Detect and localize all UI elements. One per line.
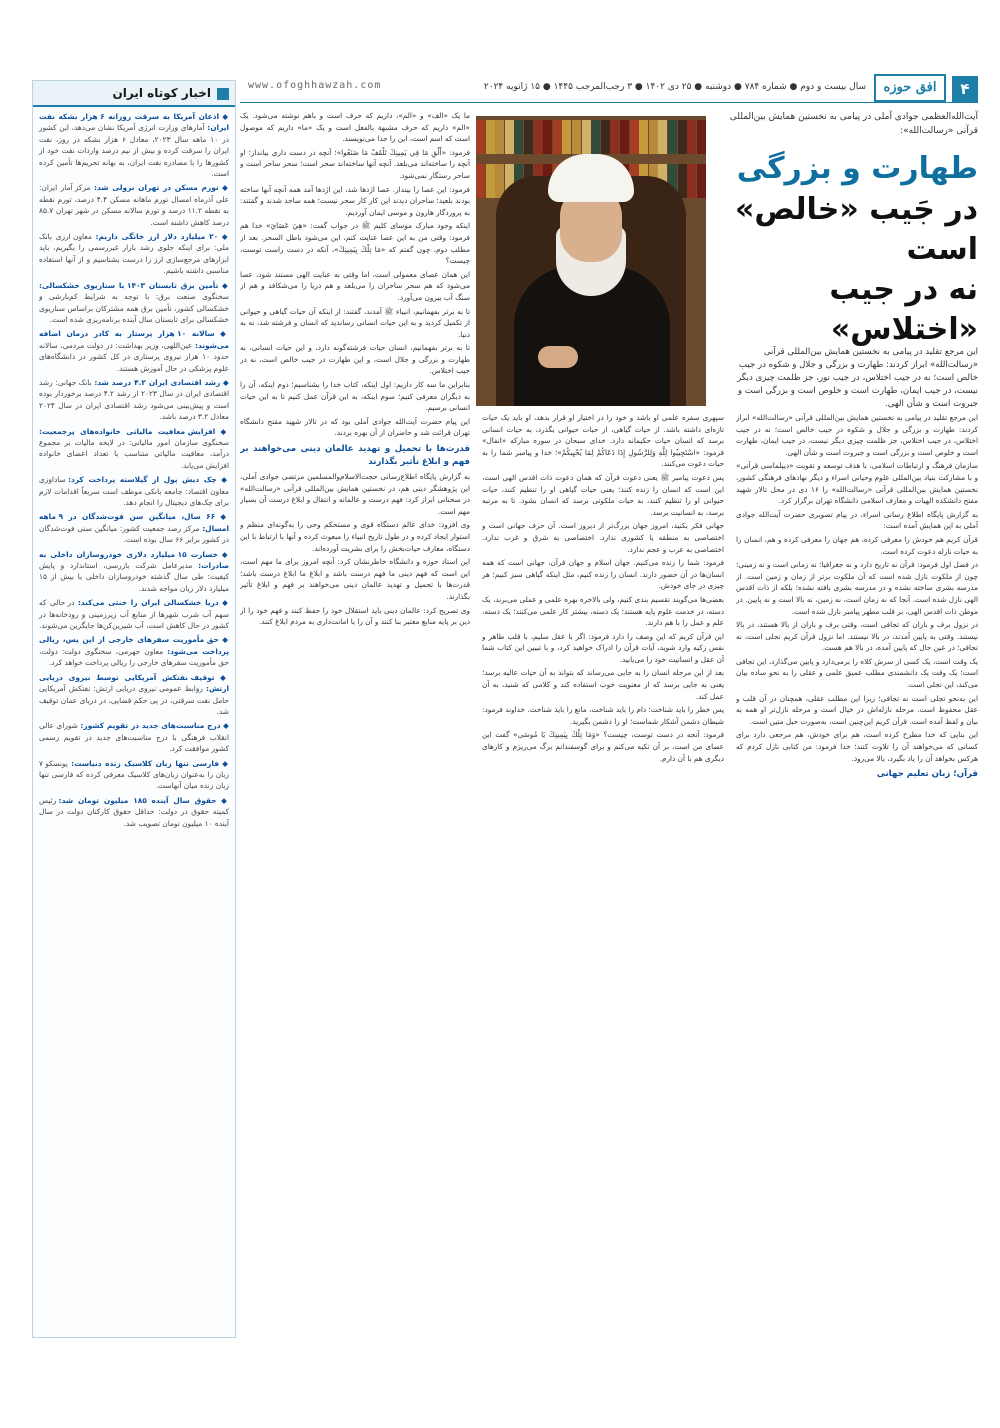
news-item-title: اذعان آمریکا به سرقت روزانه ۶ هزار بشکه نفت ایران: [39,112,229,133]
news-item [39,328,229,374]
diamond-bullet-icon: ◆ [218,183,229,193]
news-item-title: فارسی تنها زبان کلاسیک زنده دنیاست: [71,758,219,768]
article-paragraph: این مرجع تقلید در پیامی به نخستین همایش بین‌المللی قرآنی «رسالت‌الله» ابراز کردند: طهارت و بزرگی و جلال و شکوه در جیب خالص است؛ نه در جیب اختلاس، در جیب اختلاس، جز ظلمت چیزی دیگر نیست، در جیب ایمان، طهارت است و خلوص است و بزرگی است و جبروت است و شأن الهی. [736,413,978,457]
news-item [39,280,229,326]
article-paragraph: تا به برتر بفهمانیم، انبیاء ﷺ آمدند، گفتند: از اینکه آن حیات گیاهی و حیوانی از تکمیل کردید و به این حیات انسانی رساندید که انسان و فرشته شد، نه به دنیا. [240,306,470,339]
news-item [39,511,229,545]
news-item [39,597,229,631]
diamond-bullet-icon: ◆ [218,549,229,559]
article-paragraph: جهانی فکر بکنید، امروز جهان بزرگ‌تر از دیروز است. آن حرف جهانی است و اختصاصی به منطقه یا کشوری ندارد. اختصاصی به شرق و غرب ندارد. اختصاصی به عرب و عجم ندارد. [482,521,724,554]
news-item [39,231,229,277]
book-spine [678,120,687,154]
diamond-bullet-icon: ◆ [220,377,229,387]
article-subheading: قرآن؛ زبان تعلیم جهانی [876,769,978,780]
book-spine [610,120,619,154]
news-item-body: سخنگوی صنعت برق: با توجه به شرایط کم‌بارشی و خشکسالی کشور، تأمین برق همه مشترکان براساس سناریوی خشکسالی برای تابستان سال آینده برنامه‌ریزی شده است. [39,292,229,324]
article-paragraph: سپهری سفره علمی او باشد و خود را در اختیار او قرار بدهد، او باید یک حیات تازه‌ای داشته باشد. از حیات گیاهی، از حیات حیوانی بگذرد، به حیات انسانی برسد که انسان حیات حکیمانه دارد. خدای سبحان در سوره مبارکه «انفال» فرمود: «اسْتَجِيبُوا لِلَّهِ وَلِلرَّسُولِ إِذَا دَعَاكُمْ لِمَا يُحْيِيكُمْ»؛ خدا و پیامبر شما را به حیات دعوت می‌کنند. [482,413,724,469]
headline-line-1: طهارت و بزرگی [736,151,978,186]
news-item-body: روابط عمومی نیروی دریایی ارتش: نفتکش آمریکایی حامل نفت سرقتی، در پی حکم قضایی، در دریای عمان توقیف شد. [39,684,229,716]
news-item-title: حق مأموریت سفرهای خارجی از این پس، ریالی پرداخت می‌شود: [39,635,230,656]
article-paragraph: این استاد حوزه و دانشگاه خاطرنشان کرد: آنچه امروز برای ما مهم است، این است که فهم دینی ما فهم درست باشد و ابلاغ ما ابلاغ درست باشد؛ قدرت‌ها با تحمیل و تهدید عالمان دینی می‌خواهند بر فهم و ابلاغ تأثیر بگذارند. [240,557,470,601]
article-paragraph: فرمود: آنجه در دست توست، چیست؟ «وَمَا تِلْكَ بِيَمِينِكَ يَا مُوسَى» گفت این عصای من است، بر آن تکیه می‌کنم و برای گوسفندانم برگ می‌ریزم و کارهای دیگری هم با آن دارم. [482,730,724,763]
article-paragraph: فرمود: «أَلْقِ مَا فِي يَمِينِكَ تَلْقَفْ مَا صَنَعُوا»؛ آنچه در دست داری بیانداز؛ او آنچه را ساخته‌اند می‌بلعد. آنچه آنها ساخته‌اند سحر است؛ سحر ساحر است و ساحر رستگار نمی‌شود. [240,147,470,180]
article-paragraph: اینکه وجود مبارک موسای کلیم ﷺ در جواب گفت: «هِيَ عَصَايَ» خدا هم فرمود: وقتی من به این عصا عنایت کنم، این می‌شود باطل السحر. بعد از مطلب دوم، چون گفتم که «مَا تِلْكَ بِيَمِينِكَ»، آنکه در دست راست توست، چیست؟ [240,221,470,266]
news-item-body: یونسکو ۷ زبان را به‌عنوان زبان‌های کلاسیک معرفی کرده که فارسی تنها زبان زنده میان آنهاست. [39,758,229,791]
article-paragraph: فرمود: شما را زنده می‌کنیم. جهان اسلام و جهان قرآن، جهانی است که همه انسان‌ها در آن حضور دارند. انسان را زنده کنیم، مثل اینکه گیاهی سبز کنیم؛ هر چیزی در جای خودش. [482,558,724,591]
diamond-bullet-icon: ◆ [218,280,229,290]
book-spine [495,120,504,154]
article-paragraph: این بنایی که خدا مطرح کرده است، هم برای خودش، هم مرجعی دارد برای کسانی که می‌خواهند آن را تلاوت کنند؛ خدا فرمود: من کتابی نازل کردم که هرکس بخواهد آن را یاد بگیرد، بالا می‌رود. [736,730,978,763]
hand [538,346,578,368]
diamond-bullet-icon: ◆ [215,512,229,522]
book-spine [562,120,571,154]
cleric-portrait-photo [476,116,706,406]
article-paragraph: وی افزود: خدای عالم دستگاه قوی و مستحکم وحی را به‌گونه‌ای منظم و استوار ایجاد کرده و در طول تاریخ انبیاء را مبعوث کرده و آنها با ارتباط با این دستگاه، معارف حیات‌بخش را برای بشریت آورده‌اند. [240,520,470,553]
article-overline: آیت‌الله‌العظمی جوادی آملی در پیامی به نخستین همایش بین‌المللی قرآنی «رسالت‌الله»: [729,112,978,136]
news-item [39,720,229,754]
news-item [39,758,229,792]
news-item-body: مرکز رصد جمعیت کشور: میانگین سنی فوت‌شدگان در کشور برابر ۶۶ سال بوده است. [39,523,229,545]
diamond-bullet-icon: ◆ [218,232,229,242]
article-subheading: قدرت‌ها با تحمیل و تهدید عالمان دینی می‌خواهند بر فهم و ابلاغ تأثیر بگذارند [240,444,470,468]
diamond-bullet-icon: ◆ [219,112,229,121]
news-item-body: ساداوزی معاون اقتصاد: جامعه بانکی موظف است سریعاً اقدامات لازم برای چک‌های دیجیتال را انجام دهد. [39,475,229,507]
book-spine [668,120,677,154]
news-item-title: درج مناسبت‌های جدید در تقویم کشور: [80,721,221,731]
website-url[interactable]: www.ofoghhawzah.com [248,80,382,91]
book-spine [697,120,706,154]
article-paragraph: سازمان فرهنگ و ارتباطات اسلامی، با هدف توسعه و تقویت «دیپلماسی قرآنی» و با مشارکت بنیاد بین‌المللی علوم وحیانی اسراء و دیگر نهادهای فرهنگی کشور، نخستین همایش بین‌المللی قرآنی «رسالت‌الله» را ۱۶ دی در محل تالار شهید مفتح دانشکده الهیات و معارف اسلامی دانشگاه تهران برگزار کرد. [736,461,978,506]
article-paragraph: این همان عصای معمولی است، اما وقتی به عنایت الهی مستند شود، عصا می‌شود که هم سحر ساحران را می‌بلعد و هم دریا را می‌شکافد و هم از سنگ آب بیرون می‌آورد. [240,269,470,302]
news-item-body: سخنگوی سازمان امور مالیاتی: در لایحه مالیات بر مجموع درآمد، معافیت مالیاتی متناسب با تعداد اعضای خانواده افزایش می‌یابد. [39,437,229,470]
article-paragraph: به گزارش پایگاه اطلاع رسانی اسراء، در پیام تصویری حضرت آیت‌الله جوادی آملی به این همایش آمده است: [736,509,978,531]
page-number: ۴ [952,76,978,102]
news-item-body: شورای عالی انقلاب فرهنگی با درج مناسبت‌های جدید در تقویم رسمی کشور موافقت کرد. [39,721,229,754]
news-item [39,426,229,472]
article-lead: این مرجع تقلید در پیامی به نخستین همایش بین‌المللی قرآنی «رسالت‌الله» ابراز کردند: طهارت و بزرگی و جلال و شکوه در جیب خالص است؛ نه در جیب اختلاس، در جیب نور، جز ظلمت چیزی دیگر نیست، در جیب ایمان، طهارت است و خلوص است و بزرگی است و جبروت است و شأن الهی. [737,347,978,409]
article-paragraph: پس دعوت پیامبر ﷺ یعنی دعوت قرآن که همان دعوت ذات اقدس الهی است، این است که انسان را زنده کنند؛ یعنی حیات گیاهی او را تنظیم کنند، حیات حیوانی او را تنظیم کنند، به حیات ملکوتی برسد که انسان بشود. تا به مرتبه برسد، به انسانیت برسد. [482,472,724,517]
book-spine [630,120,639,154]
news-item-body: عین‌اللهی، وزیر بهداشت: در دولت مردمی، سالانه حدود ۱۰ هزار نیروی پرستاری در کل کشور در دانشگاه‌های علوم پزشکی در حال آموزش هستند. [39,340,229,373]
book-spine [505,120,514,154]
headline-line-2: در جَیب «خالص» است [734,192,978,267]
article-paragraph: بعد از این مرحله انسان را به جایی می‌رساند که بتواند به آن حیات عالیه برسد؛ یعنی به جایی برسد که از معنویت خوب استفاده کند و کلامی که شنید، به آن عمل کند. [482,668,724,701]
news-item-body: آمارهای وزارت انرژی آمریکا نشان می‌دهد، این کشور در ۱۰ ماهه سال ۲۰۲۳، معادل ۶ هزار بشکه در روز، نفت ایران را سرقت کرده و بیش از نیم درصد واردات نفت خود از کشورها را با مصادره نفت ایران، به بهانه تحریم‌ها تأمین کرده است. [39,123,230,179]
book-spine [524,120,533,154]
book-spine [543,120,552,154]
news-item-title: افزایش معافیت مالیاتی خانواده‌های پرجمعیت: [39,426,216,436]
book-spine [591,120,600,154]
diamond-bullet-icon: ◆ [220,721,229,731]
book-spine [601,120,610,154]
news-item-body: رئیس کمیته حقوق در دولت: حداقل حقوق کارکنان دولت در سال آینده ۱۰ میلیون تومان تصویب شد. [39,795,229,828]
news-item-body: بانک جهانی: رشد اقتصادی ایران در سال ۲۰۲۳ از رشد ۴.۲ درصد برخوردار بوده است و پیش‌بینی می‌شود رشد اقتصادی ایران در سال ۲۰۲۴ معادل ۳.۲ درصد باشد. [39,377,230,422]
diamond-bullet-icon: ◆ [215,426,229,436]
book-spine [687,120,696,154]
diamond-bullet-icon: ◆ [216,795,229,805]
article-paragraph: این قرآن کریم که این وصف را دارد فرمود: اگر با عقل سلیم، با قلب طاهر و نفس زکیه وارد شوید، آیات قرآن را ادراک خواهید کرد، و با تبیین این کتاب شما آن عقل و انسانیت خود را می‌یابید. [482,631,724,664]
article-paragraph: قرآن کریم هم خودش را معرفی کرده، هم جهان را معرفی کرده و هم، انسان را به حیات نازله دعوت کرده است. [736,534,978,556]
book-spine [582,120,591,154]
book-spine [476,164,485,198]
book-spine [553,120,562,154]
book-spine [639,120,648,154]
book-spine [658,120,667,154]
book-spine [514,120,523,154]
main-article [240,110,978,1340]
square-bullet-icon [217,88,229,100]
news-item [39,474,229,508]
news-item [39,182,229,228]
article-column-1 [736,412,978,1336]
news-item-title: تورم مسکن در تهران نزولی شد: [94,183,219,193]
news-item [39,795,229,829]
article-paragraph: تا به برتر بفهمانیم، انسان حیات فرشته‌گونه دارد، و این حیات انسانی، به طهارت و بزرگی و جلال است، و این طهارت در جیب خالص است، نه در جیب اختلاس. [240,343,470,376]
news-item-body: مرکز آمار ایران: علی آذرماه امسال تورم ماهانه مسکن ۴.۴ درصد، تورم نقطه به نقطه ۱۱.۲ درصد و تورم سالانه مسکن در شهر تهران ۸۵.۷ درصد کاهش داشته است. [39,183,229,227]
article-paragraph: فرمود: این عصا را بینداز. عصا اژدها شد، این اژدها آمد همه آنچه آنها ساخته بودند بلعید؛ ساحران دیدند این کار کار سحر نیست؛ همه ساجد شدند و گفتند: به پروردگار هارون و موسی ایمان آوردیم. [240,184,470,217]
news-item-title: حقوق سال آینده ۱۸۵ میلیون تومان شد: [58,795,217,805]
article-paragraph: بنابراین ما سه کار داریم: اول اینکه، کتاب خدا را بشناسیم؛ دوم اینکه، آن را به دیگران معرفی کنیم؛ سوم اینکه، به این قرآن عمل کنیم تا به این حیات انسانی برسیم. [240,380,470,413]
diamond-bullet-icon: ◆ [218,758,229,768]
newspaper-logo: افق حوزه [874,74,946,102]
bookshelf [476,116,706,156]
news-item [39,634,229,668]
article-paragraph: وی تصریح کرد: عالمان دینی باید استقلال خود را حفظ کنند و فهم خود را از دین بر پایه منابع معتبر بنا کنند و آن را با امانت‌داری به مردم ابلاغ کنند. [240,605,470,627]
news-item-title: خسارت ۱۵ میلیارد دلاری خودروسازان داخلی به صادرات: [39,549,229,571]
book-spine [572,120,581,154]
book-spine [486,120,495,154]
headline-line-3: نه در جیب «اختلاس» [829,272,978,347]
article-paragraph: به گزارش پایگاه اطلاع‌رسانی حجت‌الاسلام‌والمسلمین مرتضی جوادی آملی، این پژوهشگر دینی هم، در نخستین همایش بین‌المللی قرآنی «رسالت‌الله» در سخنانی ابراز کرد: فهم درست و عالمانه و انتقال و ابلاغ درست آن بسیار مهم است. [240,472,470,516]
article-title-block [716,110,978,409]
news-item-title: تأمین برق تابستان ۱۴۰۳ با سناریوی خشکسالی: [39,280,219,290]
news-item-title: سالانه ۱۰ هزار پرستار به کادر درمان اضافه می‌شوند: [39,329,229,350]
news-item-body: در حالی که سهم آب شرب شهرها از منابع آب زیرزمینی و رودخانه‌ها در کشور در حال کاهش است، آب شیرین‌کن‌ها جایگزین می‌شوند. [39,598,229,631]
book-spine [620,120,629,154]
article-paragraph: بعضی‌ها می‌گویند تقسیم بندی کنیم، ولی بالاخره بهره علمی و عملی می‌برند، یک دسته، در خدمت علوم پایه هستند؛ یک دسته، بیشتر کار علمی می‌کنند؛ یک دسته، علم و عمل را با هم دارند. [482,594,724,628]
news-item [39,111,229,179]
article-paragraph: این پیام حضرت آیت‌الله جوادی آملی بود که در تالار شهید مفتح دانشگاه تهران قرائت شد و حاضران از آن بهره بردند. [240,416,470,438]
diamond-bullet-icon: ◆ [216,475,229,485]
page-header [240,74,978,104]
news-item-title: توقیف نفتکش آمریکایی توسط نیروی دریایی ارتش: [39,672,229,694]
book-spine [649,120,658,154]
article-paragraph: یک وقت است، یک کسی از سرش کلاه را برمی‌دارد و پایین می‌گذارد، این تجافی است؛ یک وقت یک دانشمندی مطلب عمیق علمی و عقلی را به نحو ساده بیان می‌کند، این تجلی است. [736,656,978,690]
news-item-body: مدیرعامل شرکت بازرسی، استاندارد و پایش کیفیت: طی سال گذشته خودروسازان داخلی با بیش از ۱۵ میلیارد دلار زیان مواجه شدند. [39,561,229,593]
article-paragraph: ما یک «الف» و «الم»، داریم که حرف است و باهم نوشته می‌شود. یک «الم» داریم که حرف مشبهة بالفعل است و یک «ما» داریم که موصول است که اسم است، این را جدا می‌نویسند. [240,111,470,144]
news-item [39,549,229,595]
article-column-2 [482,412,724,1336]
news-item-title: رشد اقتصادی ایران ۴.۲ درصد شد: [94,377,221,387]
book-spine [534,120,543,154]
news-item [39,672,229,718]
news-item-title: چک دیش پول از گیلاسته پرداخت کرد: [68,475,217,485]
diamond-bullet-icon: ◆ [218,635,229,645]
book-spine [687,164,696,198]
news-item-title: دریا خشکسالی ایران را خنثی می‌کند: [77,598,219,608]
short-news-column [32,80,236,1338]
short-news-list [33,107,235,836]
short-news-title: اخبار کوتاه ایران [112,86,211,100]
diamond-bullet-icon: ◆ [214,672,229,682]
diamond-bullet-icon: ◆ [214,329,229,339]
header-divider [240,102,978,103]
news-item-title: ۶۶ سال، میانگین سن فوت‌شدگان در ۹ ماهه امسال: [39,512,229,533]
article-paragraph: پس خطر را باید شناخت؛ دام را باید شناخت، مانع را باید شناخت. خداوند فرمود: شیطان دشمن آشکار شماست؛ او را دشمن بگیرید. [482,705,724,726]
news-item-title: ۲۰ میلیارد دلار ارز خانگی داریم: [95,232,219,242]
issue-info: سال بیست و دوم ● شماره ۷۸۴ ● دوشنبه ● ۲۵ دی ۱۴۰۲ ● ۳ رجب‌المرجب ۱۴۴۵ ● ۱۵ ژانویه ۲۰۲۴ [483,82,866,92]
article-paragraph: در نزول برف و باران که تجافی است، وقتی برف و باران از بالا هستند، در بالا نیستند. وقتی به پایین آمدند، در بالا نیستند. اما نزول قرآن کریم تجلی است، نه تجافی؛ در عین حال که پایین آمده، در بالا هم هست. [736,620,978,653]
diamond-bullet-icon: ◆ [218,598,229,608]
book-spine [697,164,706,198]
news-item-body: معاون ارزی بانک ملی: برای اینکه جلوی رشد بازار غیررسمی را بگیریم، باید ابزارهای مرجع‌سازی ارز را درست بشناسیم و از آنها استفاده مناسبی داشته باشیم. [39,232,229,276]
short-news-header [33,81,235,107]
article-paragraph: در فصل اول فرمود: قرآن نه تاریخ دارد و نه جغرافیا؛ نه زمانی است و نه زمینی؛ چون از ملکوت نازل شده است که آن ملکوت برتر از زمان و زمین است. از مدرسه بشری ساخته نشده و در مدرسه بشری بافته نشده؛ بلکه از ذات اقدس الهی نازل شده است. آنجا که نه زمان است، نه زمین، نه بالا است و نه پایین. در موطن ذات اقدس الهی، بر قلب مطهر پیامبر نازل شده است. [736,560,978,616]
news-item [39,377,229,423]
news-item-body: معاون جهرمی، سخنگوی دولت: دولت، حق مأموریت سفرهای خارجی را ریالی پرداخت خواهد کرد. [39,646,229,668]
article-column-3 [240,110,470,1336]
book-spine [486,164,495,198]
book-spine [476,120,485,154]
article-paragraph: این به‌نحو تجلی است نه تجافی؛ زیرا این مطلب عقلی، همچنان در آن قلب و عقل محفوظ است. مرحله نازله‌اش در خیال است و مرحله نازل‌تر او همه به بیان و لفظ آمده است. قرآن کریم این‌چنین است، به‌صورت حبل متین است. [736,693,978,726]
